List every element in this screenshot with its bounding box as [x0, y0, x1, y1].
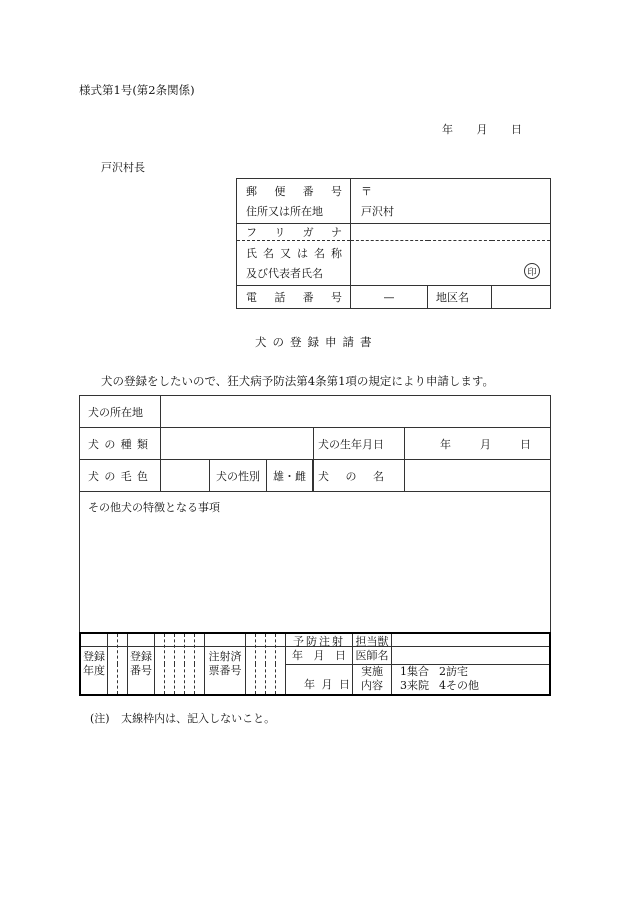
- address-label: 住所又は所在地: [246, 205, 323, 218]
- postal-label: 郵 便 番 号: [246, 185, 342, 198]
- inj-no-digit-1[interactable]: [246, 633, 256, 695]
- seal-icon: 印: [524, 263, 540, 279]
- applicant-info-table: [236, 178, 551, 309]
- district-field[interactable]: [492, 286, 551, 309]
- dog-features-field[interactable]: [80, 492, 551, 647]
- dog-color-label: 犬 の 毛 色: [80, 460, 161, 492]
- reg-year-digit-2[interactable]: [118, 633, 128, 695]
- date-line: [442, 121, 522, 137]
- opt-clinic: 3来院: [400, 679, 429, 693]
- reg-year-label: 登録 年度: [80, 633, 108, 695]
- phone-dash: —: [383, 290, 395, 304]
- dog-sex-value[interactable]: 雄・雌: [267, 460, 313, 492]
- vac-month: 月: [321, 678, 333, 691]
- postal-mark: 〒: [361, 185, 372, 198]
- date-day: 日: [511, 123, 522, 136]
- vaccination-date-field[interactable]: [286, 664, 353, 695]
- document-title: 犬の登録申請書: [255, 335, 378, 349]
- injection-no-label: 注射済 票番号: [205, 633, 246, 695]
- note-text: 太線枠内は、記入しないこと。: [121, 712, 276, 725]
- reg-no-digit-2[interactable]: [165, 633, 175, 695]
- reg-no-digit-5[interactable]: [195, 633, 205, 695]
- dog-features-label: その他犬の特徴となる事項: [88, 501, 220, 514]
- vaccination-date-label: 予防注射 年 月 日: [286, 633, 353, 664]
- reg-no-digit-1[interactable]: [155, 633, 165, 695]
- inj-no-digit-2[interactable]: [256, 633, 266, 695]
- dog-sex-label: 犬の性別: [210, 460, 267, 492]
- date-month: 月: [476, 123, 488, 136]
- opt-home-visit: 2訪宅: [439, 665, 468, 679]
- dog-breed-label: 犬 の 種 類: [80, 428, 161, 460]
- name-label-1: 氏 名 又 は 名 称: [246, 247, 342, 260]
- reg-no-digit-3[interactable]: [175, 633, 185, 695]
- implementation-options[interactable]: [392, 664, 551, 695]
- reg-no-digit-4[interactable]: [185, 633, 195, 695]
- opt-other: 4その他: [439, 679, 479, 693]
- address-field[interactable]: [351, 179, 551, 224]
- phone-field[interactable]: [351, 286, 428, 309]
- dog-name-label: 犬 の 名: [314, 460, 405, 492]
- reg-year-digit-1[interactable]: [108, 633, 118, 695]
- address-label-cell: [237, 179, 351, 224]
- dog-info-table: [79, 395, 551, 647]
- birth-year: 年: [440, 437, 451, 451]
- dog-birth-label: 犬の生年月日: [314, 428, 405, 460]
- district-label: 地区名: [428, 286, 492, 309]
- phone-label: 電 話 番 号: [237, 286, 351, 309]
- name-label-cell: [237, 241, 351, 286]
- dog-breed-field[interactable]: [161, 428, 314, 460]
- office-use-table: [79, 632, 551, 696]
- birth-month: 月: [480, 437, 491, 451]
- dog-location-field[interactable]: [161, 396, 551, 428]
- footnote: [90, 710, 275, 726]
- intro-statement: 犬の登録をしたいので、狂犬病予防法第4条第1項の規定により申請します。: [101, 374, 494, 388]
- form-number: 様式第1号(第2条関係): [79, 83, 195, 97]
- address-value: 戸沢村: [361, 205, 394, 218]
- note-prefix: (注): [90, 712, 110, 725]
- opt-group: 1集合: [400, 665, 429, 679]
- addressee: 戸沢村長: [101, 161, 145, 174]
- dog-birth-field[interactable]: [405, 428, 551, 460]
- inj-no-digit-4[interactable]: [276, 633, 286, 695]
- inj-no-digit-3[interactable]: [266, 633, 276, 695]
- reg-no-label: 登録 番号: [128, 633, 155, 695]
- date-year: 年: [442, 123, 453, 136]
- birth-day: 日: [520, 437, 531, 451]
- vac-day: 日: [339, 678, 350, 691]
- dog-name-field[interactable]: [405, 460, 551, 492]
- dog-location-label: 犬の所在地: [80, 396, 161, 428]
- vet-name-label: 担当獣 医師名: [353, 633, 392, 664]
- name-label-2: 及び代表者氏名: [246, 267, 323, 280]
- implementation-label: 実施 内容: [353, 664, 392, 695]
- vac-year: 年: [304, 678, 315, 691]
- vet-name-field[interactable]: [392, 633, 551, 664]
- dog-color-field[interactable]: [161, 460, 210, 492]
- name-field[interactable]: [351, 241, 551, 286]
- furigana-field[interactable]: [351, 224, 551, 241]
- furigana-label: フ リ ガ ナ: [237, 224, 351, 241]
